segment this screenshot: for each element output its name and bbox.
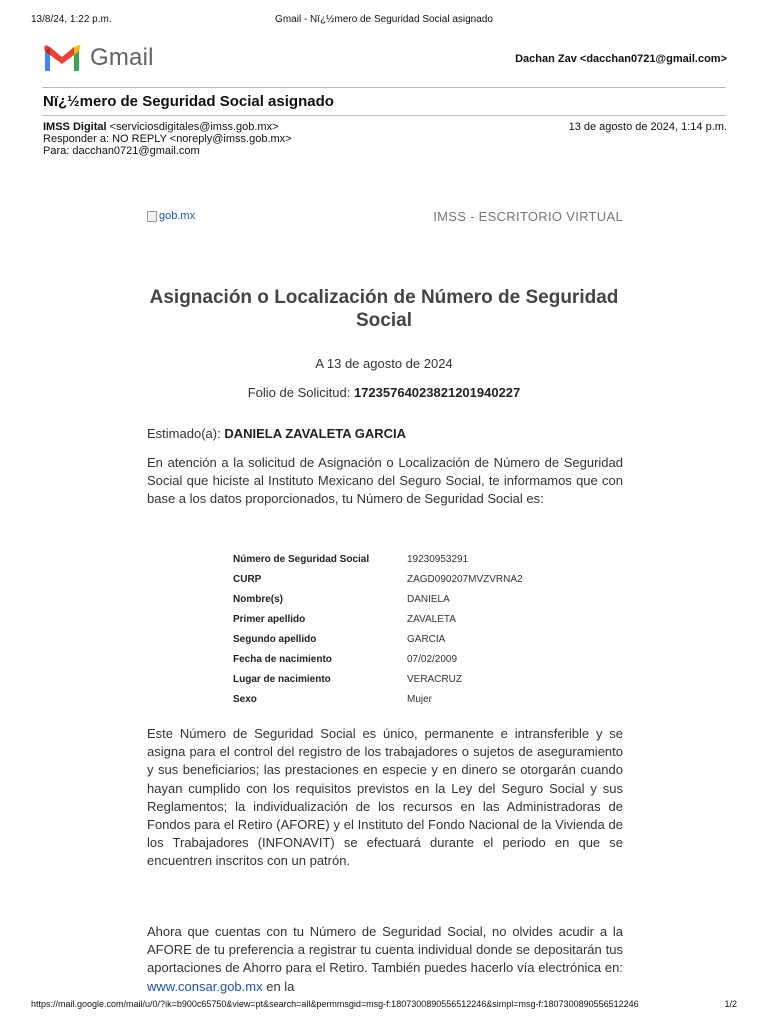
page-number: 1/2 [724,999,737,1009]
field-value: 19230953291 [407,554,469,566]
account-label: Dachan Zav <dacchan0721@gmail.com> [515,53,727,65]
print-url: https://mail.google.com/mail/u/0/?ik=b900c65750&view=pt&search=all&permmsgid=msg-f:1807300890556512246&simpl=msg-f:1807300890556512246 [31,999,639,1009]
field-label: Nombre(s) [233,594,284,606]
consar-link[interactable]: www.consar.gob.mx [147,978,263,994]
document-date: A 13 de agosto de 2024 [315,356,453,371]
table-row [233,689,573,709]
field-value: VERACRUZ [407,673,463,685]
reply-to: Responder a: NO REPLY <noreply@imss.gob.mx> [43,133,292,145]
email-subject: Nï¿½mero de Seguridad Social asignado [43,93,334,110]
field-label: Número de Seguridad Social [233,554,370,566]
field-value: 07/02/2009 [407,653,458,665]
field-value: Mujer [407,693,433,705]
field-label: Lugar de nacimiento [233,673,331,685]
field-value: GARCIA [407,634,446,645]
table-row [233,610,573,630]
greeting-label: Estimado(a): [147,426,225,441]
field-label: Segundo apellido [233,634,317,645]
gob-mx-image[interactable] [147,210,195,222]
gmail-wordmark: Gmail [90,44,154,71]
intro-paragraph: En atención a la solicitud de Asignación o Localización de Número de Seguridad Social que hiciste al Instituto Mexicano del Seguro Social, te informamos que con base a los datos proporcionados, tu Número de Seguridad Social es: [147,455,623,507]
afore-text-end: en la [262,978,295,994]
gob-mx-alt-text: gob.mx [159,210,196,222]
broken-image-icon [147,211,157,222]
field-value: ZAVALETA [407,614,456,626]
table-row [233,669,573,689]
field-label: Sexo [233,693,257,705]
greeting-name: DANIELA ZAVALETA GARCIA [224,426,407,441]
table-row [233,570,573,590]
divider [42,115,726,116]
field-value: ZAGD090207MVZVRNA2 [407,574,523,586]
gmail-icon [42,43,82,73]
folio [147,385,621,400]
field-label: CURP [233,574,262,586]
document-title: Asignación o Localización de Número de Seguridad Social [149,287,619,331]
afore-text: Ahora que cuentas con tu Número de Seguridad Social, no olvides acudir a la AFORE de tu preferencia a registrar tu cuenta individual donde se depositarán tus aportaciones de Ahorro para el Retiro. También puedes hacerlo vía electrónica en: [147,924,623,976]
afore-paragraph [147,923,623,996]
gmail-logo [42,40,172,76]
recipient: Para: dacchan0721@gmail.com [43,145,200,157]
sender [43,121,292,133]
rights-paragraph: Este Número de Seguridad Social es único, permanente e intransferible y se asigna para el control del registro de los trabajadores o sujetos de aseguramiento y sus beneficiarios; las prestaciones en especie y en dinero se otorgarán cuando hayan cumplido con los requisitos previstos en la Ley del Seguro Social y sus Reglamentos; la individualización de los recursos en las Administradoras de Fondos para el Retiro (AFORE) y el Instituto del Fondo Nacional de la Vivienda de los Trabajadores (INFONAVIT) se efectuará durante el periodo en que se encuentren inscritos con un patrón. [147,726,623,869]
table-row [233,630,573,650]
folio-label: Folio de Solicitud: [247,385,354,400]
greeting [147,426,406,441]
sender-address: <serviciosdigitales@imss.gob.mx> [109,121,279,133]
print-datetime: 13/8/24, 1:22 p.m. [31,14,112,25]
folio-value: 17235764023821201940227 [353,385,521,400]
nss-data-table [233,550,573,709]
field-label: Primer apellido [233,614,306,626]
imss-banner-text: IMSS - ESCRITORIO VIRTUAL [433,209,623,224]
email-meta [43,121,292,157]
divider [42,87,726,88]
field-label: Fecha de nacimiento [233,653,332,665]
table-row [233,550,573,570]
email-date: 13 de agosto de 2024, 1:14 p.m. [568,121,727,133]
table-row [233,590,573,610]
sender-name: IMSS Digital [43,121,107,133]
field-value: DANIELA [407,594,450,606]
print-title: Gmail - Nï¿½mero de Seguridad Social asignado [275,14,493,25]
table-row [233,649,573,669]
